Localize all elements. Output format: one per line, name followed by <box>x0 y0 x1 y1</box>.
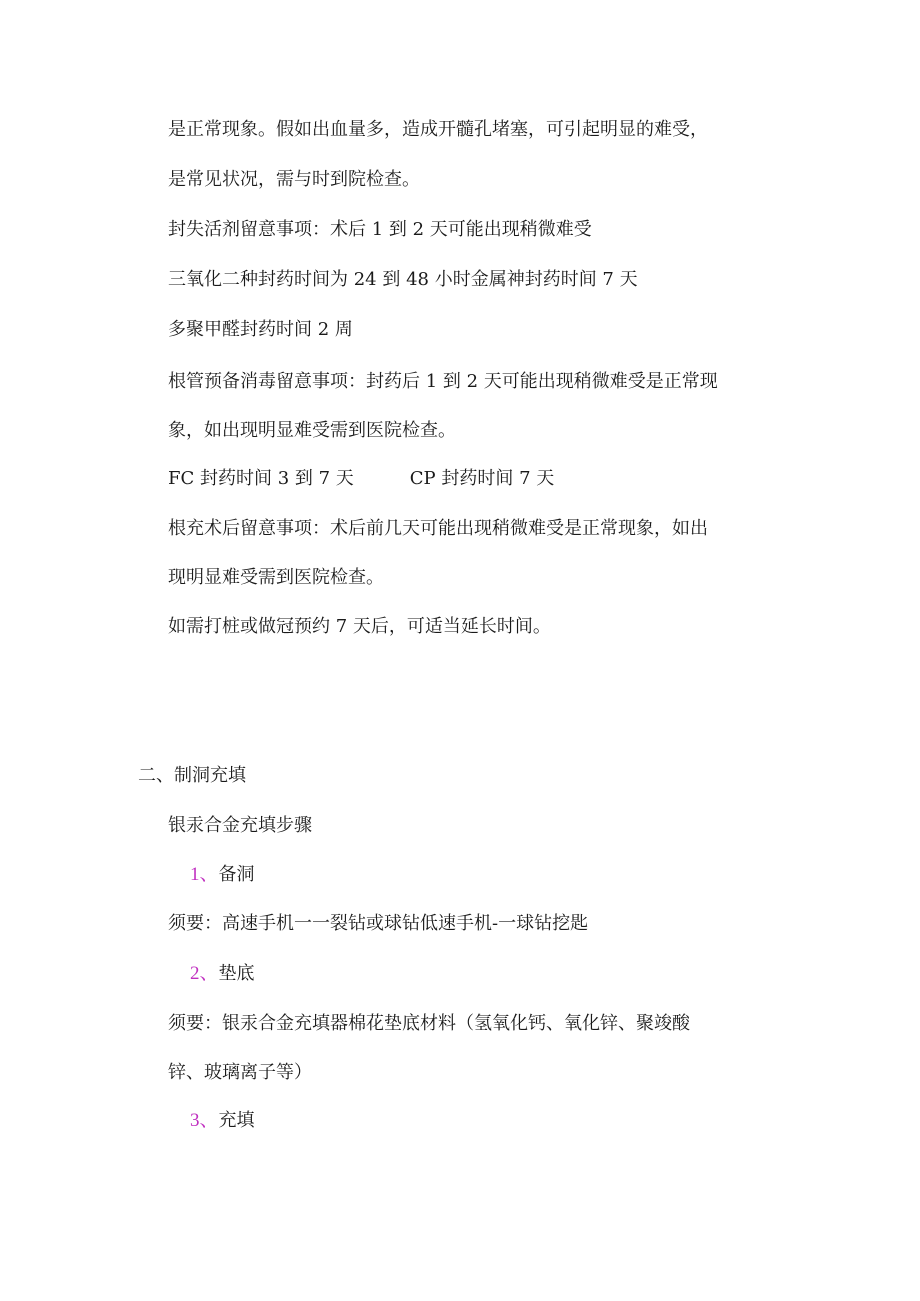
section-heading: 二、制洞充填 <box>138 765 246 786</box>
paragraph-paraformaldehyde-timing: 多聚甲醛封药时间 2 周 <box>168 319 353 340</box>
paragraph-bleeding-line-2: 是常见状况，需与时到院检查。 <box>168 169 420 190</box>
step-1-separator: 、 <box>199 864 219 885</box>
paragraph-devitalizer-notes: 封失活剂留意事项：术后 1 到 2 天可能出现稍微难受 <box>168 219 592 240</box>
paragraph-root-filling-line-2: 现明显难受需到医院检查。 <box>168 567 384 588</box>
step-1-heading <box>190 863 255 887</box>
step-3-number: 3 <box>190 1110 200 1131</box>
step-2-requirements-line-1: 须要：银汞合金充填器棉花垫底材料（氢氧化钙、氧化锌、聚竣酸 <box>168 1013 690 1034</box>
step-3-heading <box>190 1109 255 1133</box>
section-subheading: 银汞合金充填步骤 <box>168 815 312 836</box>
step-1-requirements: 须要：高速手机一一裂钻或球钻低速手机-一球钻挖匙 <box>168 913 589 934</box>
paragraph-bleeding-line-1: 是正常现象。假如出血量多，造成开髓孔堵塞，可引起明显的难受， <box>168 119 708 140</box>
step-1-label: 备洞 <box>218 864 255 885</box>
paragraph-root-canal-prep-line-2: 象，如出现明显难受需到医院检查。 <box>168 420 456 441</box>
step-2-number: 2 <box>190 963 200 984</box>
fc-timing: FC 封药时间 3 到 7 天 <box>168 468 354 489</box>
step-3-separator: 、 <box>199 1110 219 1131</box>
step-2-separator: 、 <box>199 963 219 984</box>
paragraph-root-filling-line-1: 根充术后留意事项：术后前几天可能出现稍微难受是正常现象，如出 <box>168 518 708 539</box>
paragraph-arsenic-timing: 三氧化二种封药时间为 24 到 48 小时金属神封药时间 7 天 <box>168 269 638 290</box>
paragraph-fc-cp-timing <box>168 467 554 491</box>
paragraph-root-canal-prep-line-1: 根管预备消毒留意事项：封药后 1 到 2 天可能出现稍微难受是正常现 <box>168 371 718 392</box>
step-2-requirements-line-2: 锌、玻璃离子等） <box>168 1062 312 1083</box>
step-2-heading <box>190 962 255 986</box>
paragraph-post-crown-appointment: 如需打桩或做冠预约 7 天后，可适当延长时间。 <box>168 616 551 637</box>
step-1-number: 1 <box>190 864 200 885</box>
cp-timing: CP 封药时间 7 天 <box>409 468 555 489</box>
step-2-label: 垫底 <box>218 963 255 984</box>
step-3-label: 充填 <box>218 1110 255 1131</box>
